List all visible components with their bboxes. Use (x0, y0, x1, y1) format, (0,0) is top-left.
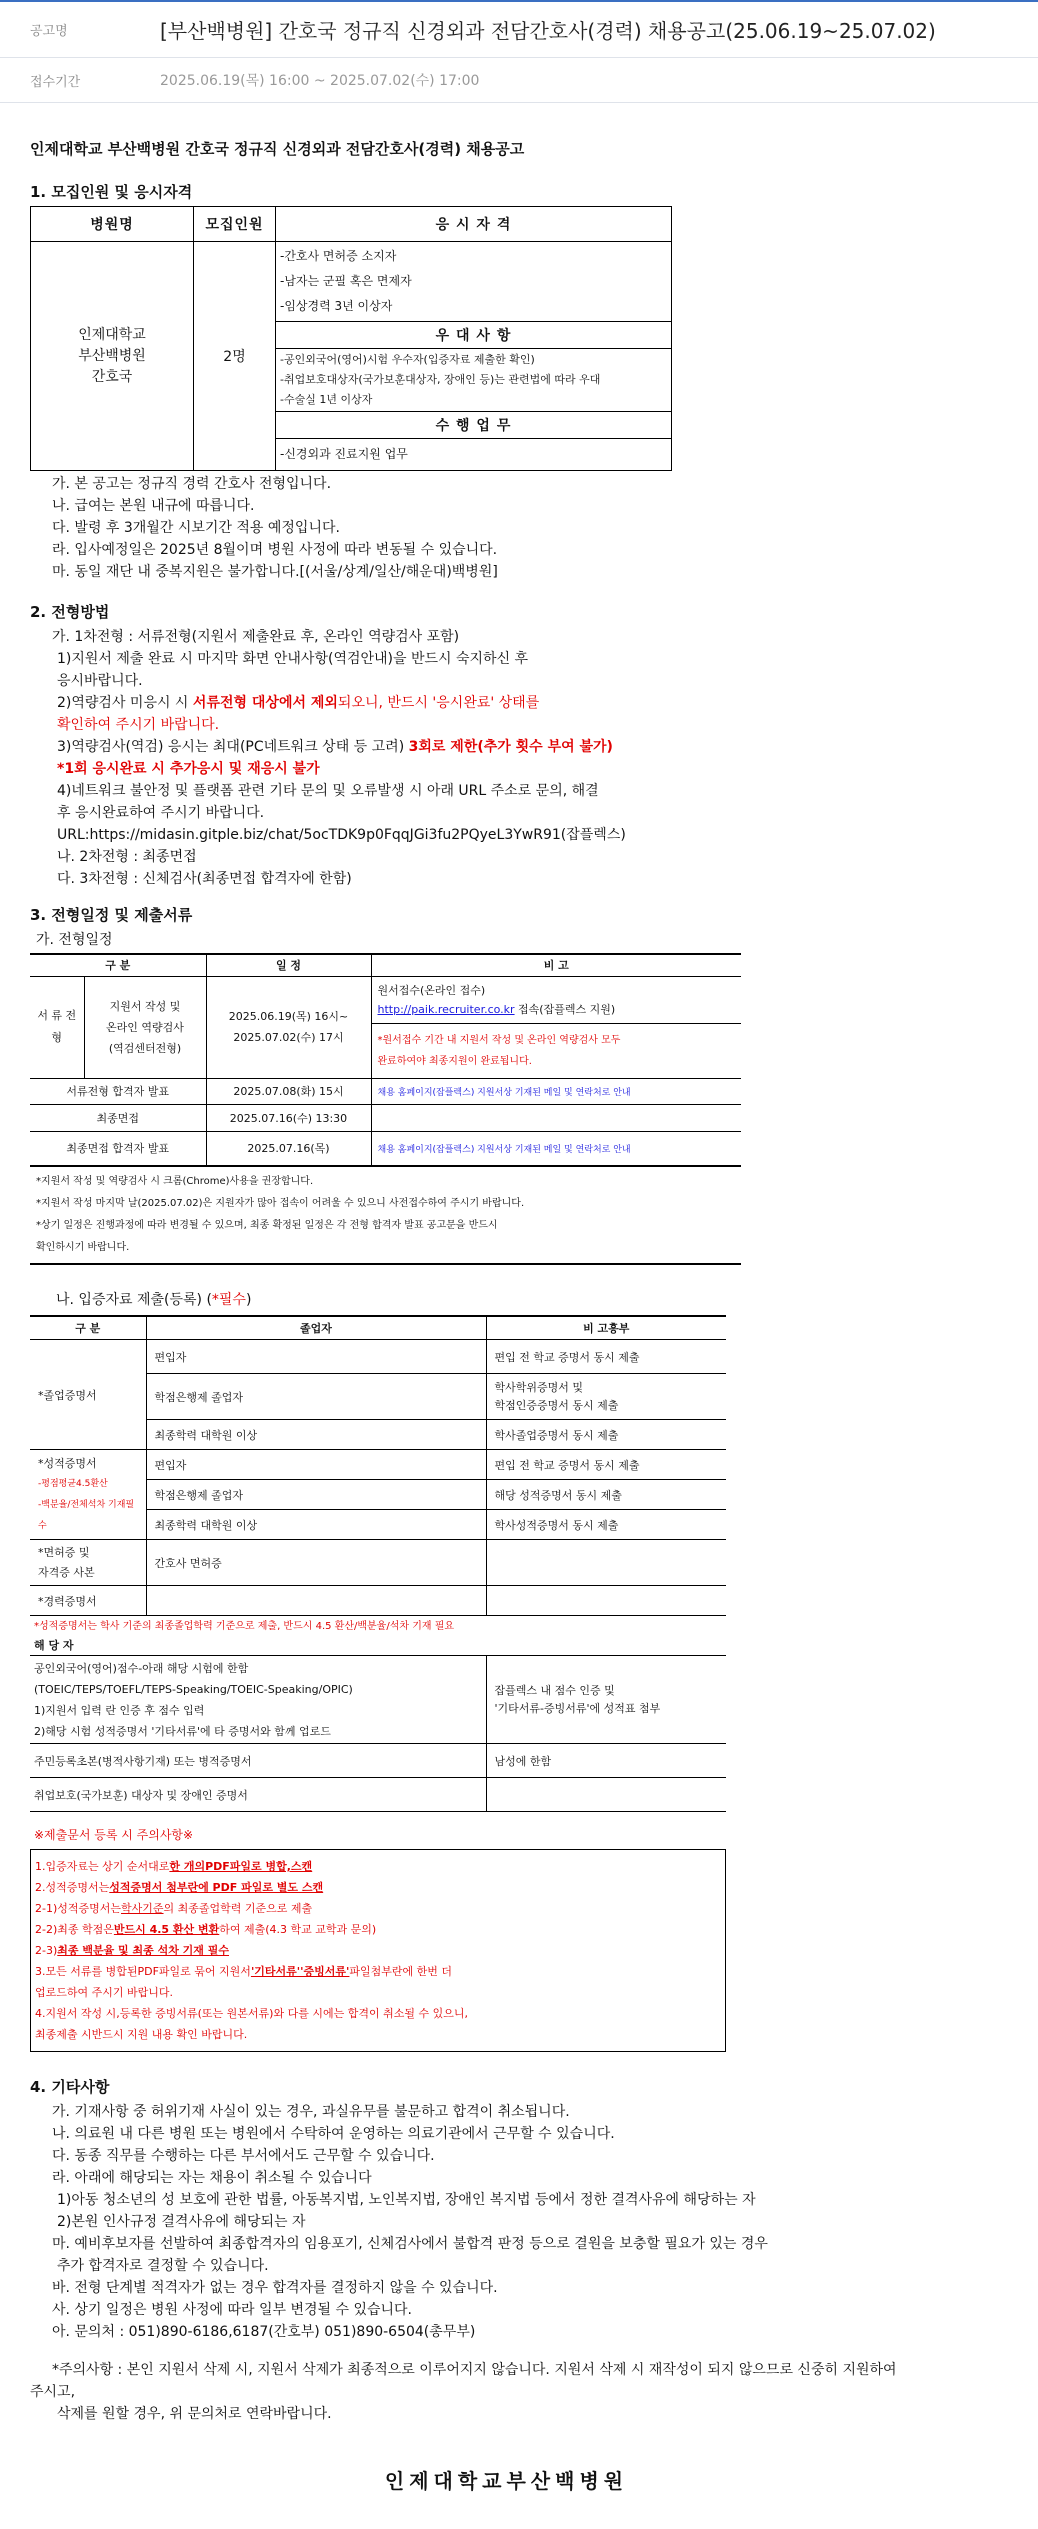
documents-table (30, 1315, 726, 1813)
section-1-notes (30, 473, 1008, 583)
period-value: 2025.06.19(목) 16:00 ~ 2025.07.02(수) 17:00 (160, 73, 480, 89)
caution-line: 1.입증자료는 상기 순서대로한 개의PDF파일로 병합,스캔 (35, 1860, 313, 1873)
doc-stage-remark: 원서접수(온라인 접수) http://paik.recruiter.co.kr 접속(잡플렉스 지원) *원서접수 기간 내 지원서 작성 및 온라인 역량검사 모두 완료하여야 최종지원이 완료됩니다. (371, 976, 741, 1078)
s2-line: 응시바랍니다. (57, 673, 143, 689)
doc-cell (146, 1586, 486, 1616)
caution-line: 2.성적증명서는성적증명서 첨부란에 PDF 파일로 별도 스캔 (35, 1881, 324, 1894)
duty-cell (276, 439, 672, 471)
s4-line: 바. 전형 단계별 적격자가 없는 경우 합격자를 결정하지 않을 수 있습니다. (52, 2280, 498, 2296)
caution-line: 3.모든 서류를 병합된PDF파일로 묶어 지원서'기타서류''증빙서류'파일첨부란에 한번 더 (35, 1965, 453, 1978)
th-division: 구 분 (30, 954, 206, 976)
s2-line: 가. 1차전형 : 서류전형(지원서 제출완료 후, 온라인 역량검사 포함) (52, 629, 460, 645)
language-score-note: 잡플렉스 내 점수 인증 및 '기타서류-증빙서류'에 성적표 첨부 (486, 1656, 726, 1744)
delete-notice: *주의사항 : 본인 지원서 삭제 시, 지원서 삭제가 최종적으로 이루어지지 않습니다. 지원서 삭제 시 재작성이 되지 않으므로 신중히 지원하여 주시고, 삭제를 원할 경우, 위 문의처로 연락바랍니다. (30, 2362, 897, 2422)
doc-cell: 학점은행제 졸업자 (146, 1480, 486, 1510)
s4-line: 가. 기재사항 중 허위기재 사실이 있는 경우, 과실유무를 불문하고 합격이 취소됩니다. (52, 2104, 570, 2120)
doc-title: 인제대학교 부산백병원 간호국 정규직 신경외과 전담간호사(경력) 채용공고 (30, 140, 525, 158)
section-4-title: 4. 기타사항 (30, 2078, 110, 2096)
preference-item: -취업보호대상자(국가보훈대상자, 장애인 등)는 관련법에 따라 우대 (280, 373, 601, 386)
s2-line: 나. 2차전형 : 최종면접 (57, 849, 197, 865)
doc-cell: 학사성적증명서 동시 제출 (486, 1510, 726, 1540)
th-remark: 비 고 (371, 954, 741, 976)
doc-cell: 학점은행제 졸업자 (146, 1374, 486, 1420)
section-4-body (30, 2101, 1008, 2343)
doc-cell (486, 1778, 726, 1812)
s4-line: 라. 아래에 해당되는 자는 채용이 취소될 수 있습니다 (52, 2170, 372, 2186)
doc-stage-date: 2025.06.19(목) 16시~ 2025.07.02(수) 17시 (206, 976, 371, 1078)
s2-line: 1)지원서 제출 완료 시 마지막 화면 안내사항(역검안내)을 반드시 숙지하신 후 (57, 651, 529, 667)
qualification-item: -남자는 군필 혹은 면제자 (280, 274, 412, 288)
preference-item: -공인외국어(영어)시험 우수자(입증자료 제출한 확인) (280, 353, 535, 366)
schedule-row-date: 2025.07.16(목) (206, 1131, 371, 1165)
s2-line: 3)역량검사(역검) 응시는 최대(PC네트워크 상태 등 고려) 3회로 제한(추가 횟수 부여 불가) (57, 739, 613, 755)
caution-line: 2-3)최종 백분율 및 최종 석차 기재 필수 (35, 1944, 230, 1957)
th-qualification: 응 시 자 격 (276, 207, 672, 242)
schedule-row-name: 최종면접 합격자 발표 (30, 1131, 206, 1165)
doc-stage-label: 서 류 전 형 (30, 976, 84, 1078)
doc-cell: 학사졸업증명서 동시 제출 (486, 1420, 726, 1450)
red-emphasis: 3회로 제한(추가 횟수 부여 불가) (408, 739, 613, 755)
preference-item: -수술실 1년 이상자 (280, 393, 373, 406)
s2-line: 확인하여 주시기 바랍니다. (57, 717, 220, 733)
th-hospital: 병원명 (31, 207, 194, 242)
doc-cell: 해당 성적증명서 동시 제출 (486, 1480, 726, 1510)
doc-cell: 편입자 (146, 1340, 486, 1374)
doc-cell (486, 1586, 726, 1616)
caution-line: 업로드하여 주시기 바랍니다. (35, 1986, 174, 1999)
contact-line: 아. 문의처 : 051)890-6186,6187(간호부) 051)890-6504(총무부) (52, 2324, 476, 2340)
docs-subtitle: 나. 입증자료 제출(등록) (*필수) (56, 1291, 252, 1308)
s4-line: 추가 합격자로 결정할 수 있습니다. (57, 2258, 269, 2274)
period-row (0, 58, 1038, 103)
caution-box (30, 1849, 726, 2052)
hospital-cell (31, 242, 194, 471)
doc-cell: 편입 전 학교 증명서 동시 제출 (486, 1450, 726, 1480)
s4-line: 다. 동종 직무를 수행하는 다른 부서에서도 근무할 수 있습니다. (52, 2148, 435, 2164)
th-docs-division: 구 분 (30, 1316, 146, 1340)
schedule-row-date: 2025.07.16(수) 13:30 (206, 1104, 371, 1131)
s2-line: 4)네트워크 불안정 및 플랫폼 관련 기타 문의 및 오류발생 시 아래 URL 주소로 문의, 해결 (57, 783, 599, 799)
title-label: 공고명 (30, 24, 68, 39)
doc-cell: 편입 전 학교 증명서 동시 제출 (486, 1340, 726, 1374)
language-score-cell: 공인외국어(영어)점수-아래 해당 시험에 한함 (TOEIC/TEPS/TOEFL/TEPS-Speaking/TOEIC-Speaking/OPIC) 1)지원서 입력 란 인증 후 점수 입력 2)해당 시험 성적증명서 '기타서류'에 타 증명서와 함께 업로드 (30, 1656, 486, 1744)
qualification-cell (276, 242, 672, 322)
s4-line: 마. 예비후보자를 선발하여 최종합격자의 임용포기, 신체검사에서 불합격 판정 등으로 결원을 보충할 필요가 있는 경우 (52, 2236, 768, 2252)
duty-heading: 수 행 업 무 (276, 412, 672, 439)
s2-line: 후 응시완료하여 주시기 바랍니다. (57, 805, 265, 821)
recruit-site-link[interactable]: http://paik.recruiter.co.kr (377, 1002, 515, 1016)
note-line: 다. 발령 후 3개월간 시보기간 적용 예정입니다. (52, 520, 340, 536)
recruit-table (30, 206, 672, 471)
s4-line: 나. 의료원 내 다른 병원 또는 병원에서 수탁하여 운영하는 의료기관에서 근무할 수 있습니다. (52, 2126, 615, 2142)
note-line: 가. 본 공고는 정규직 경력 간호사 전형입니다. (52, 476, 332, 492)
count-cell: 2명 (194, 242, 276, 471)
duty-item: -신경외과 진료지원 업무 (280, 447, 408, 461)
schedule-row-date: 2025.07.08(화) 15시 (206, 1078, 371, 1104)
th-count: 모집인원 (194, 207, 276, 242)
qualification-item: -간호사 면허증 소지자 (280, 249, 397, 263)
red-emphasis: 서류전형 대상에서 제외 (192, 695, 338, 711)
protect-cell: 취업보호(국가보훈) 대상자 및 장애인 증명서 (30, 1778, 486, 1812)
s4-line: 사. 상기 일정은 병원 사정에 따라 일부 변경될 수 있습니다. (52, 2302, 413, 2318)
hospital-line: 부산백병원 (78, 347, 146, 364)
s2-line: 2)역량검사 미응시 시 서류전형 대상에서 제외되오니, 반드시 '응시완료' 상태를 (57, 695, 540, 711)
support-url[interactable]: URL:https://midasin.gitple.biz/chat/5ocTDK9p0FqqJGi3fu2PQyeL3YwR91(잡플렉스) (57, 827, 626, 843)
s2-line: 다. 3차전형 : 신체검사(최종면접 합격자에 한함) (57, 871, 352, 887)
notice-body (0, 103, 1038, 2494)
schedule-row-note: 채용 홈페이지(잡플렉스) 지원서상 기재된 메일 및 연락처로 안내 (371, 1131, 741, 1165)
footer-organization: 인제대학교부산백병원 (384, 2469, 629, 2493)
hospital-line: 인제대학교 (78, 326, 146, 343)
s2-line: *1회 응시완료 시 추가응시 및 재응시 불가 (57, 761, 320, 777)
section-1-title: 1. 모집인원 및 응시자격 (30, 183, 193, 201)
doc-cell: 학사학위증명서 및 학점인증증명서 동시 제출 (486, 1374, 726, 1420)
license-label: *면허증 및 자격증 사본 (30, 1540, 146, 1586)
doc-cell: 최종학력 대학원 이상 (146, 1420, 486, 1450)
score-cert-label: *성적증명서 -평점평균4.5환산 -백분율/전체석차 기재필 수 (30, 1450, 146, 1540)
s4-line: 2)본원 인사규정 결격사유에 해당되는 자 (57, 2214, 306, 2230)
s4-line: 1)아동 청소년의 성 보호에 관한 법률, 아동복지법, 노인복지법, 장애인 복지법 등에서 정한 결격사유에 해당하는 자 (57, 2192, 756, 2208)
military-note: 남성에 한함 (486, 1744, 726, 1778)
preference-cell (276, 349, 672, 412)
section-2-title: 2. 전형방법 (30, 603, 110, 621)
doc-cell: 최종학력 대학원 이상 (146, 1510, 486, 1540)
military-cell: 주민등록초본(병적사항기재) 또는 병적증명서 (30, 1744, 486, 1778)
schedule-notes: *지원서 작성 및 역량검사 시 크롬(Chrome)사용을 권장합니다. *지원서 작성 마지막 날(2025.07.02)은 지원자가 많아 접속이 어려울 수 있으니 사전접수하여 주시기 바랍니다. *상기 일정은 진행과정에 따라 변경될 수 있으며, 최종 확정된 일정은 각 전형 합격자 발표 공고문을 반드시 확인하시기 바랍니다. (30, 1166, 741, 1265)
schedule-subtitle: 가. 전형일정 (36, 932, 113, 948)
doc-stage-sub: 지원서 작성 및 온라인 역량검사 (역검센터전형) (84, 976, 206, 1078)
doc-cell: 간호사 면허증 (146, 1540, 486, 1586)
grad-cert-label: *졸업증명서 (30, 1340, 146, 1450)
th-date: 일 정 (206, 954, 371, 976)
caution-line: 4.지원서 작성 시,등록한 증빙서류(또는 원본서류)와 다를 시에는 합격이 취소될 수 있으니, (35, 2007, 468, 2020)
note-line: 라. 입사예정일은 2025년 8월이며 병원 사정에 따라 변동될 수 있습니다. (52, 542, 498, 558)
schedule-row-note (371, 1104, 741, 1131)
score-red-note: *성적증명서는 학사 기준의 최종졸업학력 기준으로 제출, 반드시 4.5 환산/백분율/석차 기재 필요 해 당 자 (30, 1616, 726, 1656)
notice-title-row (0, 2, 1038, 58)
th-docs-remark: 비 고흥부 (486, 1316, 726, 1340)
preference-heading: 우 대 사 항 (276, 322, 672, 349)
notice-title: [부산백병원] 간호국 정규직 신경외과 전담간호사(경력) 채용공고(25.06.19~25.07.02) (160, 19, 936, 43)
note-line: 나. 급여는 본원 내규에 따릅니다. (52, 498, 255, 514)
hospital-line: 간호국 (91, 368, 133, 385)
th-graduate: 졸업자 (146, 1316, 486, 1340)
caution-title: ※제출문서 등록 시 주의사항※ (34, 1828, 194, 1842)
career-label: *경력증명서 (30, 1586, 146, 1616)
qualification-item: -임상경력 3년 이상자 (280, 299, 393, 313)
caution-line: 2-2)최종 학점은반드시 4.5 환산 변환하여 제출(4.3 학교 교학과 문의) (35, 1923, 377, 1936)
doc-cell (486, 1540, 726, 1586)
section-2-body (30, 626, 1008, 890)
schedule-row-name: 서류전형 합격자 발표 (30, 1078, 206, 1104)
doc-cell: 편입자 (146, 1450, 486, 1480)
caution-line: 2-1)성적증명서는학사기준의 최종졸업학력 기준으로 제출 (35, 1902, 313, 1915)
section-3-title: 3. 전형일정 및 제출서류 (30, 906, 193, 924)
schedule-row-note: 채용 홈페이지(잡플렉스) 지원서상 기재된 메일 및 연락처로 안내 (371, 1078, 741, 1104)
note-line: 마. 동일 재단 내 중복지원은 불가합니다.[(서울/상계/일산/해운대)백병원] (52, 564, 498, 580)
caution-line: 최종제출 시반드시 지원 내용 확인 바랍니다. (35, 2028, 248, 2041)
schedule-row-name: 최종면접 (30, 1104, 206, 1131)
schedule-table (30, 953, 741, 1166)
period-label: 접수기간 (30, 74, 81, 90)
